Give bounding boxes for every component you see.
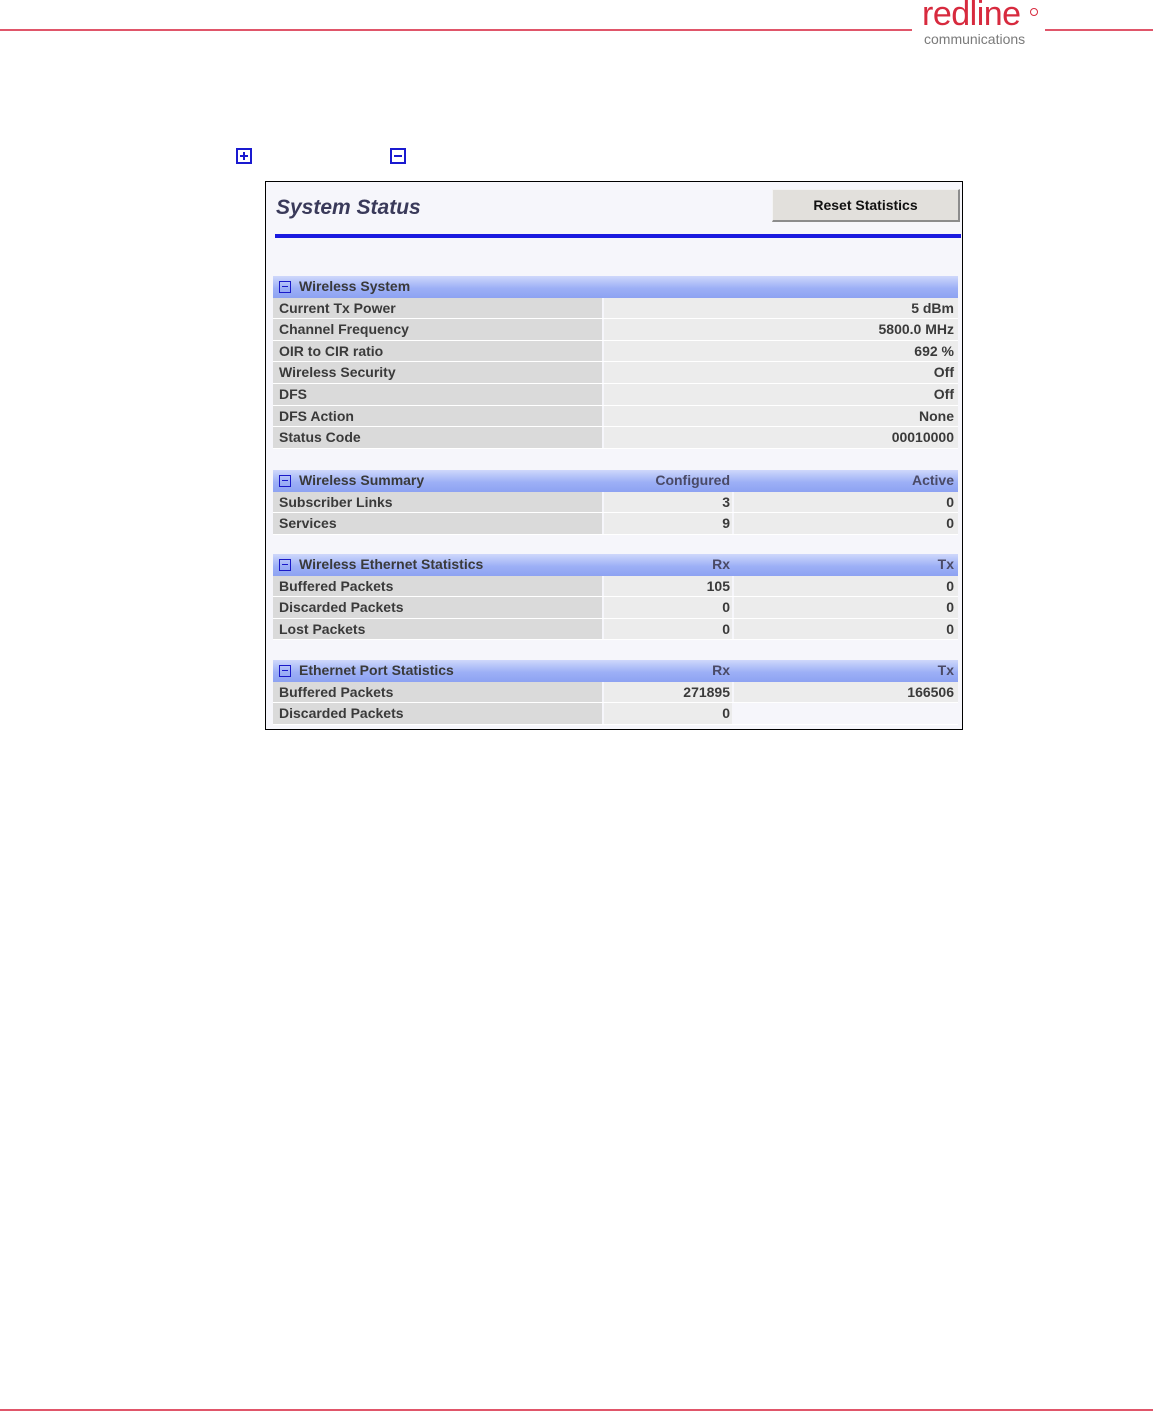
column-header: Active	[911, 472, 954, 488]
table-row	[273, 619, 958, 641]
column-header: Rx	[712, 662, 730, 678]
section-wireless-system	[273, 276, 958, 449]
section-wireless-summary	[273, 470, 958, 535]
row-value: 0	[734, 513, 958, 534]
row-label: Lost Packets	[273, 619, 602, 640]
row-value: 0	[604, 597, 732, 618]
row-value: 0	[734, 597, 958, 618]
section-title: Wireless Summary	[299, 472, 425, 488]
row-value: 9	[604, 513, 732, 534]
section-title: Wireless System	[299, 278, 411, 294]
row-label: OIR to CIR ratio	[273, 341, 602, 362]
row-value: 105	[604, 576, 732, 597]
row-label: Buffered Packets	[273, 682, 602, 703]
row-label: DFS	[273, 384, 602, 405]
row-value: 0	[734, 492, 958, 513]
title-divider	[275, 234, 961, 238]
row-label: Current Tx Power	[273, 298, 602, 319]
column-header: Rx	[712, 556, 730, 572]
section-wireless-ethernet-statistics	[273, 554, 958, 640]
row-value: 166506	[734, 682, 958, 703]
row-label: Subscriber Links	[273, 492, 602, 513]
row-value: 692 %	[604, 341, 958, 362]
logo-subtitle: communications	[924, 31, 1026, 47]
column-header: Tx	[937, 662, 954, 678]
footer-rule	[0, 1409, 1153, 1411]
row-value: 0	[734, 619, 958, 640]
section-header[interactable]	[273, 660, 958, 682]
table-row	[273, 319, 958, 341]
section-ethernet-port-statistics	[273, 660, 958, 725]
system-status-panel	[265, 181, 963, 730]
row-value-empty	[734, 703, 958, 724]
header-rule-right	[1045, 29, 1153, 31]
logo-word: redline	[922, 0, 1021, 33]
collapse-icon[interactable]	[279, 475, 291, 487]
row-value: Off	[604, 362, 958, 383]
row-value: 271895	[604, 682, 732, 703]
row-label: Channel Frequency	[273, 319, 602, 340]
section-title: Ethernet Port Statistics	[299, 662, 454, 678]
row-label: Discarded Packets	[273, 597, 602, 618]
section-header[interactable]	[273, 470, 958, 492]
collapse-icon[interactable]	[279, 665, 291, 677]
redline-logo	[918, 0, 1042, 50]
row-value: 00010000	[604, 427, 958, 448]
collapse-icon[interactable]	[279, 281, 291, 293]
page-title: System Status	[276, 196, 421, 219]
minus-box-icon	[390, 148, 406, 164]
row-label: Discarded Packets	[273, 703, 602, 724]
table-row	[273, 597, 958, 619]
registered-mark-icon	[1030, 8, 1038, 16]
plus-box-icon	[236, 148, 252, 164]
table-row	[273, 703, 958, 725]
collapse-icon[interactable]	[279, 559, 291, 571]
row-value: None	[604, 406, 958, 427]
row-value: 5800.0 MHz	[604, 319, 958, 340]
header-rule-left	[0, 29, 912, 31]
row-label: Wireless Security	[273, 362, 602, 383]
row-value: 0	[604, 703, 732, 724]
table-row	[273, 576, 958, 598]
row-label: Buffered Packets	[273, 576, 602, 597]
row-label: DFS Action	[273, 406, 602, 427]
row-label: Status Code	[273, 427, 602, 448]
section-header[interactable]	[273, 554, 958, 576]
row-label: Services	[273, 513, 602, 534]
table-row	[273, 682, 958, 704]
table-row	[273, 362, 958, 384]
table-row	[273, 513, 958, 535]
row-value: 0	[604, 619, 732, 640]
table-row	[273, 298, 958, 320]
row-value: 3	[604, 492, 732, 513]
column-header: Configured	[655, 472, 730, 488]
table-row	[273, 492, 958, 514]
row-value: 0	[734, 576, 958, 597]
section-title: Wireless Ethernet Statistics	[299, 556, 484, 572]
table-row	[273, 427, 958, 449]
table-row	[273, 341, 958, 363]
table-row	[273, 384, 958, 406]
table-row	[273, 406, 958, 428]
row-value: 5 dBm	[604, 298, 958, 319]
section-header[interactable]	[273, 276, 958, 298]
column-header: Tx	[937, 556, 954, 572]
reset-statistics-button[interactable]: Reset Statistics	[772, 189, 960, 222]
row-value: Off	[604, 384, 958, 405]
